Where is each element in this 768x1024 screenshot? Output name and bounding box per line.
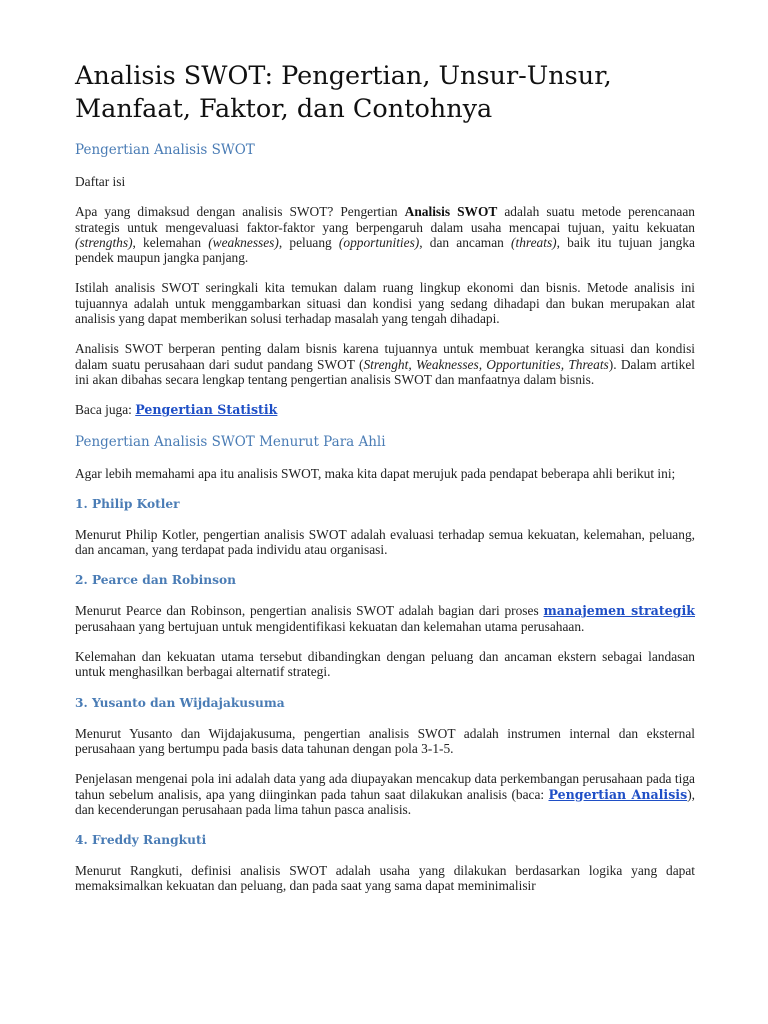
- text-run: , dan ancaman: [419, 234, 512, 250]
- text-run: ), dan kecenderungan perusahaan pada lima tahun pasca analisis.: [75, 786, 695, 817]
- text-run: , kelemahan: [132, 234, 209, 250]
- paragraph-kotler: Menurut Philip Kotler, pengertian analisis SWOT adalah evaluasi terhadap semua kekuatan, kelemahan, peluang, dan ancaman, yang terdapat pada individu atau organisasi.: [75, 526, 695, 558]
- page-title: Analisis SWOT: Pengertian, Unsur-Unsur, Manfaat, Faktor, dan Contohnya: [75, 61, 612, 124]
- expert-heading-pearce: 2. Pearce dan Robinson: [75, 573, 236, 588]
- expert-heading-yusanto: 3. Yusanto dan Wijdajakusuma: [75, 695, 285, 710]
- italic-term: (weaknesses): [208, 234, 279, 250]
- text-run: Analisis SWOT berperan penting dalam bisnis karena tujuannya untuk membuat kerangka situasi dan kondisi dalam suatu perusahaan dari sudut pandang SWOT (: [75, 341, 695, 372]
- paragraph-definition: [75, 204, 695, 265]
- text-run: perusahaan yang bertujuan untuk mengidentifikasi kekuatan dan kelemahan utama perusahaan.: [75, 618, 585, 634]
- paragraph-peran: [75, 341, 695, 387]
- italic-term: (opportunities): [338, 234, 420, 250]
- link-pengertian-statistik[interactable]: Pengertian Statistik: [135, 402, 278, 418]
- text-run: , peluang: [278, 234, 339, 250]
- text-run: Apa yang dimaksud dengan analisis SWOT? Pengertian: [75, 204, 405, 220]
- read-also-label: Baca juga:: [75, 402, 136, 418]
- text-run: Penjelasan mengenai pola ini adalah data yang ada diupayakan mencakup data perkembangan perusahaan pada tiga tahun sebelum analisis, apa yang diinginkan pada tahun saat dilakukan analisis (baca:: [75, 771, 695, 802]
- paragraph-intro-ahli: Agar lebih memahami apa itu analisis SWOT, maka kita dapat merujuk pada pendapat beberapa ahli berikut ini;: [75, 465, 676, 481]
- article-content: [75, 60, 695, 909]
- read-also: [75, 402, 695, 417]
- paragraph-pearce-2: Kelemahan dan kekuatan utama tersebut dibandingkan dengan peluang dan ancaman ekstern sebagai landasan untuk menghasilkan berbagai alternatif strategi.: [75, 649, 695, 680]
- italic-term: Strenght, Weaknesses, Opportunities, Threats: [363, 356, 609, 372]
- paragraph-pearce: [75, 603, 695, 634]
- link-manajemen-strategik[interactable]: manajemen strategik: [543, 603, 695, 619]
- toc-label: Daftar isi: [75, 174, 126, 189]
- text-run: ). Dalam artikel ini akan dibahas secara lengkap tentang pengertian analisis SWOT dan manfaatnya dalam bisnis.: [75, 356, 695, 387]
- text-run: adalah suatu metode perencanaan strategis untuk mengevaluasi faktor-faktor yang berpengaruh dalam usaha mencapai tujuan, yaitu kekuatan: [75, 204, 695, 235]
- bold-term: Analisis SWOT: [404, 204, 498, 220]
- text-run: , baik itu tujuan jangka pendek maupun jangka panjang.: [75, 234, 695, 266]
- paragraph-rangkuti: Menurut Rangkuti, definisi analisis SWOT adalah usaha yang dilakukan berdasarkan logika yang dapat memaksimalkan kekuatan dan peluang, dan pada saat yang sama dapat meminimalisir: [75, 863, 695, 894]
- section-heading-para-ahli: Pengertian Analisis SWOT Menurut Para Ahli: [75, 433, 386, 450]
- section-heading-pengertian: Pengertian Analisis SWOT: [75, 142, 255, 158]
- expert-heading-kotler: 1. Philip Kotler: [75, 496, 180, 511]
- paragraph-yusanto-2: [75, 771, 695, 817]
- italic-term: (threats): [511, 234, 557, 250]
- link-pengertian-analisis[interactable]: Pengertian Analisis: [548, 786, 688, 802]
- italic-term: (strengths): [75, 234, 133, 250]
- paragraph-istilah: Istilah analisis SWOT seringkali kita temukan dalam ruang lingkup ekonomi dan bisnis. Metode analisis ini tujuannya adalah untuk menggambarkan situasi dan kondisi yang sedang dihadapi dan bukan merupakan alat analisis yang dapat memberikan solusi terhadap masalah yang tengah dihadapi.: [75, 280, 695, 327]
- paragraph-yusanto: Menurut Yusanto dan Wijdajakusuma, pengertian analisis SWOT adalah instrumen internal dan eksternal perusahaan yang bertumpu pada basis data tahunan dengan pola 3-1-5.: [75, 725, 695, 756]
- expert-heading-rangkuti: 4. Freddy Rangkuti: [75, 833, 207, 848]
- text-run: Menurut Pearce dan Robinson, pengertian analisis SWOT adalah bagian dari proses: [75, 603, 544, 619]
